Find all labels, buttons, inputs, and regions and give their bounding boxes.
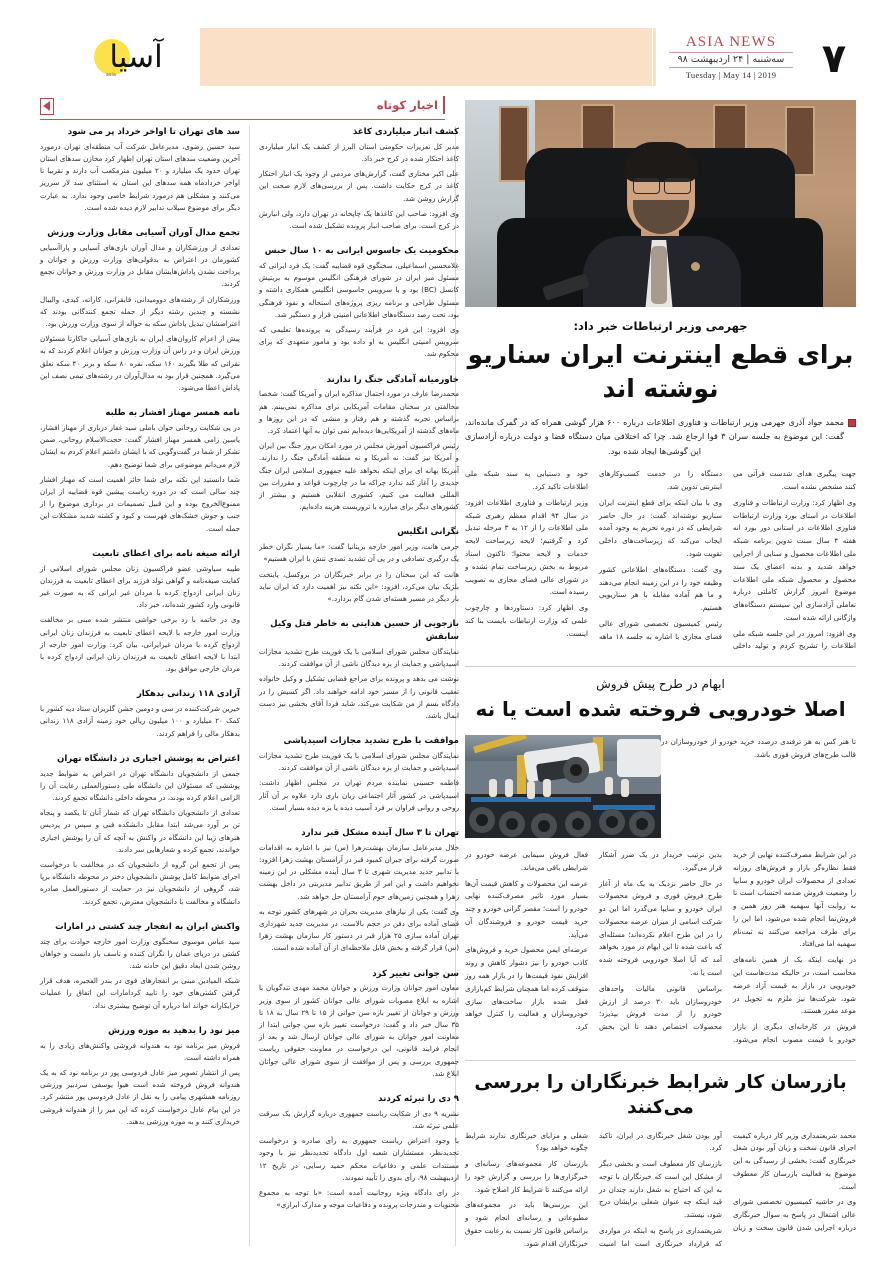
news-brief[interactable] [259,526,459,605]
news-brief-title: سن جوانی تغییر کرد [372,968,459,979]
photo-lapel-pin [691,262,700,271]
article-paragraph: عرضه‌ای ایمن محصول خرید و فروش‌های کاذب خودرو را نیز دشوار کاهش و روند افزایش نفوذ قیمت‌ها را در بازار همه روز متوقف کرده اما همچنان شرایط کم‌بازاری فعل شده بازار ساخت‌های سازی خودروسازان و فعالیت را کنترل خواهد کرد. [465,945,588,1032]
news-brief[interactable] [259,1093,459,1211]
date-english: Tuesday | May 14 | 2019 [685,70,777,81]
photo-tire [469,807,495,833]
article2-photo [465,735,661,838]
article-paragraph: بازرسان کار معطوف است و بخشی دیگر از مشکل این است که خبرنگاران با توجه به این که احتیاج به شغل دارند چندان در قید اینکه چه عنوان شغلی برایشان درج شود، نیستند. [599,1159,722,1220]
news-brief[interactable] [259,968,459,1080]
news-brief-paragraph: فاطمه حسینی نماینده مردم تهران در مجلس اظهار داشت: اسیدپاشی در کشور آثار اجتماعی زیان باری دارد علاوه بر آن آثار روحی و روانی فراوان بر فرد آسیب دیده یا بزه دیده بسیار است. [259,778,459,812]
photo-tire [563,757,589,783]
news-brief-paragraph: سید عباس موسوی سخنگوی وزارت امور خارجه حوادث برای چند کشتی در دریای عمان را نگران کننده و تاسف بار دانست و خواهان روشن شدن ابعاد دقیق این حادثه شد. [40,936,240,970]
brand-name: ASIA NEWS [685,33,777,50]
briefs-column-1 [40,126,240,1141]
photo-worker [543,779,551,797]
news-brief-paragraph: پس از انتشار تصویر میز عادل فردوسی پور در برنامه نود که به یک هندوانه فروش فروخته شده است هیوا یوسفی سردبیر ورزشی روزنامه همشهری پیامی را به نقل از عادل فردوسی پور منتشر کرد. در این پیام عادل درخواست کرده که این میز را از هندوانه فروشی خریداری کنند و به موزه ورزشی بدهند. [40,1068,240,1126]
article1-headline: برای قطع اینترنت ایران سناریو نوشته اند [467,340,854,403]
article-paragraph: در این شرایط مصرف‌کننده نهایی از خرید فقط نظاره‌گر بازار و فروش‌های روزانه تعدادی از محصولات ایران خودرو و سایپا را وضعیت فروش صدمه احتساب است تا به روایت آنها سهمیه هنر روز همین و فروش‌نما انجام شده می‌شود، اما این را برای طرف مراجعه می‌کنند به ثبت‌نام سهمیه اما می‌افتاد. [733,850,856,949]
photo-worker [527,781,535,799]
news-brief-title: نامه همسر مهناز افشار به طلبه [105,408,240,419]
news-brief-paragraph: ورزشکاران از رشته‌های دوومیدانی، قایقرانی، کاراته، کبدی، والیبال نشسته و چندین رشته دیگر از جمله تجمع کنندگانی بودند که اعتراضشان تبدیل پاداش سکه به حواله از سوی وزارت ورزش بود. [40,294,240,329]
news-brief-paragraph: نوشت می بدهد و پرونده برای مراجع قضایی تشکیل و وکیل خانواده تعقیب قانونی را از مسیر خود ادامه خواهند داد. اگر کسیش را در دادگاه بسم از من شکایت می‌کند، شاید فردا آقای بخشی نیز دست ابمال باشد. [259,674,459,720]
article-paragraph: وی با بیان اینکه برای قطع اینترنت ایران سناریو نوشته‌اند گفت: در حال حاضر شرایطی که در دوره تحریم به وجود آمده ایجاب می‌کند که زیرساخت‌های داخلی تقویت شود. [599,497,722,558]
news-brief-title: محکومیت یک جاسوس ایرانی به ۱۰ سال حبس [264,246,459,257]
photo-car-body [617,739,661,777]
news-brief[interactable] [40,548,240,676]
photo-worker [621,779,629,797]
bullet-square-icon [848,419,856,427]
photo-tire [565,811,591,837]
photo-tire [499,811,525,837]
photo-worker [489,779,497,797]
logo-subtext: asia [106,73,116,78]
article-paragraph: در حال حاضر نزدیک به یک ماه از آغاز طرح فروش فوری و فروش محصولات ایران خودرو و سایپا می‌گذرد اما این دو شرکت اسامی از میزان عرضه محصولات را در این طرح اعلام نکرده‌اند؛ مسئله‌ای که باعث شده تا این ایهام در مورد بخواهد آمد که آیا اصلا خودرویی فروخته شده است یا نه. [599,878,722,978]
article-paragraph: در نهایت اینکه یک از همین نامه‌های محاسب است، در حالیکه مدت‌هاست این خودرویی در بازار به قیمت آزاد عرضه شود، شرکت‌ها نیز ملزم به تحویل در موعد مقرر هستند. [733,955,856,1016]
news-brief[interactable] [259,245,459,360]
news-brief-paragraph: نمایندگان مجلس شورای اسلامی با یک فوریت طرح تشدید مجازات اسیدپاشی و حمایت از بزه دیدگان ناشی از آن موافقت کردند. [259,646,459,669]
photo-tire [599,809,625,835]
news-brief[interactable] [259,374,459,514]
news-brief-title: واکنش ایران به انفجار چند کشتی در امارات [55,921,240,932]
news-brief-paragraph: علی اکبر مختاری گفت، گزارش‌های مردمی از وجود یک انبار احتکار کاغذ در کرج حکایت داشت. پس از بررسی‌های لازم صحت این گزارش روشن شد. [259,169,459,203]
divider [669,67,793,68]
divider [465,666,856,667]
article3-body [465,1130,856,1251]
news-brief-paragraph: وی در خاتمه با رد برخی حواشی منتشر شده مبنی بر مخالفت وزارت امور خارجه با لایحه اعطای تابعیت به فرزندان زنان ایرانی ازدواج کرده با مردان غیرایرانی، بیان کرد: وزارت امور خارجه از ابتدا با لایحه اعطای تابعیت به فرزندان زنان ایرانی ازدواج کرده با مردان خارجی موافق بود. [40,615,240,674]
news-brief[interactable] [259,126,459,232]
news-brief-title: خاورمیانه آمادگی جنگ را ندارند [326,374,459,385]
article2-kicker: ابهام در طرح پیش فروش [596,677,725,692]
news-brief[interactable] [40,688,240,739]
news-brief-paragraph: طیبه سیاوشی عضو فراکسیون زنان مجلس شورای اسلامی از کفایت صیغه‌نامه و گواهی تولد فرزند برای اعطای تابعیت به فرزندان زنان ایرانی ازدواج کرده با مردان غیر ایرانی که به صورت غیر قانونی وارد کشور شده‌اند، خبر داد. [40,563,240,610]
article1-standfirst-text: محمد جواد آذری جهرمی وزیر ارتباطات و فناوری اطلاعات درباره ۶۰۰ هزار گوشی همراه که در گمرک مانده‌اند، گفت: این موضوع به جلسه سران ۳ قوا ارجاع شد. چرا که اختلافی میان دستگاه قضا و دولت درباره آزادسازی این گوشی‌ها ایجاد شده بود. [465,416,845,457]
article-paragraph: عرضه این محصولات و کاهش قیمت آن‌ها بسیار مورد تاثیر مصرف‌کننده نهایی خودرو را است؛ مقصر گرانی خودرو و چند خرید قیمت خودرو و فروشندگان آن می‌آید. [465,878,588,939]
news-brief-paragraph: هانت که این سخنان را در برابر خبرنگاران در بروکسل، پایتخت بلژیک بیان می‌کرد، افزود: «این نکته نیز اهمیت دارد که ایران نباید بار دیگر در مسیر هسته‌ای شدن گام بردارد.» [259,569,459,603]
news-brief-paragraph: غلامحسین اسماعیلی، سخنگوی قوه قضاییه گفت: یک فرد ایرانی که مسئول میز ایران در شورای فرهنگی انگلیس موسوم به بریتیش کانسل (BC) بود و با سرویس جاسوسی انگلیس همکاری داشته و مسئول طراحی و برنامه ریزی پروژه‌های استحاله و نفوذ فرهنگی بود، تحت رصد دستگاه‌های اطلاعاتی امنیتی قرار و دستگیر شد. [259,261,459,319]
article-paragraph: محمد شریعتمداری وزیر کار درباره کیفیت اجرای قانون سخت و زیان آور بودن شغل خبرنگاری گفت: بخشی از رسیدگی به این موضوع به فعالیت بازرسان کار معطوف است. [733,1130,856,1191]
news-brief-title: بازجویی از حسین هدایتی به خاطر قتل وکیل سابقش [270,619,459,643]
news-brief-paragraph: در پی شکایت روحانی جوان باملی سید غفار درباری از مهناز افشار، یاسین زامی همسر مهناز افشار گفت: حجت‌الاسلام روحانی، ضمن تشکر از شما در گفت‌وگویی که با ایشان داشتم اعلام کردم به ایشان لازم می‌دانم موضوعی برای شما توضیح دهم. [40,423,240,469]
news-brief-paragraph: وی افزود: صاحب این کاغذها یک چاپخانه در تهران دارد، ولی انبارش در کرج است. برای صاحب انبار پرونده تشکیل شده است. [259,208,459,231]
news-brief-paragraph: جمعی از دانشجویان دانشگاه تهران در اعتراض به ضوابط جدید پوششی که مسئولان این دانشگاه طی دستورالعملی رعایت آن را الزامی اعلام کرده بودند، در محوطه داخلی دانشگاه تجمع کردند. [40,768,240,803]
masthead-datebox [653,28,806,86]
page-number: ۷ [821,36,847,82]
news-brief-paragraph: شما دانستید این نکته برای شما حائز اهمیت است که مهناز افشار چند سالی است که در دوره رباست پیشین قوه قضاییه از ایران ممنوع‌الخروج بوده و این قبیل تصمیمات در بردازی موضوع را از جنب و جوش خشک‌های فهرست و کبود و کشته شدید مشکلات این جمله است. [40,474,240,533]
photo-subject-hair [624,142,698,182]
news-brief-title: اعتراض به پوشش اجباری در دانشگاه تهران [57,753,240,764]
column-divider [249,126,250,1246]
asia-logo [80,27,192,87]
photo-tire [629,811,655,837]
article-paragraph: وزیر ارتباطات و فناوری اطلاعات افزود: در سال ۹۴ اقدام معظم رهبری شبکه ملی اطلاعات را از ۱۲ به ۳ مرحله تبدیل کرد و گرفتیم؛ لایحه زیرساخت لایحه خدمات و لایحه محتوا؛ تاکنون اسناد مربوط به بخش زیرساخت تمام نشده و در شورای عالی فضای مجازی به تصویب رسیده است. [465,497,588,597]
news-brief-paragraph: نشریه ۹ دی از شکایت ریاست جمهوری درباره گزارش یک سرقت علمی تبرئه شد. [259,1108,459,1130]
article-paragraph: وی اظهار کرد: دستاوردها و چارچوب علمی که وزارت ارتباطات بایست بنا کند اینست. [465,603,588,638]
news-brief-paragraph: فروش میز برنامه نود به هندوانه فروشی واکنش‌های زیادی را به همراه داشته است. [40,1040,240,1062]
news-brief-paragraph: جرمی هانت، وزیر امور خارجه بریتانیا گفت: «ما بسیار نگران خطر یک درگیری تصادفی و در پی آن تشدید تصدی تنش با ایران هستیم» [259,542,459,564]
news-brief-paragraph: وی افزود: این فرد در فرآیند رسیدگی به پرونده‌ها تعلیمی که سرویس امنیتی انگلیس به او داده بود و مامور متعهدی که برای محکوم شد. [259,325,459,359]
news-brief-paragraph: تعدادی از دانشجویان دانشگاه تهران که شمار آنان تا یکصد و پنجاه تن بر آورد می‌شد ابتدا مقابل دانشکده فنی و سپس در پردیس هنرهای زیبا این دانشگاه در واکنش به آنچه که آن را پوشش اجباری خواندند، تجمع کرده و شعارهایی سر دادند. [40,808,240,854]
article-paragraph: جهت پیگیری هدای شدست فرآتی می کنند مشخص نشده است. [733,469,856,492]
photo-subject-glasses [633,178,660,194]
article3-headline: بازرسان کار شرابط خبرنگاران را بررسی می‌کنند [474,1071,847,1118]
news-brief-paragraph: خلال مدیرعامل سازمان بهشت‌زهرا (س) نیز با اشاره به اقدامات صورت گرفته برای جبران کمبود قبر در آرامستان بهشت زهرا افزود: با تدابیر جدید مدیریت شهری تا ۳ سال آینده مشکلی در این زمینه نخواهیم داشت و این امر از طریق تدابیر مدیریتی در داخل بهشت زهرا و همچنین زمین‌های حوم آرامستان حل خواهد شد. [259,842,459,901]
news-brief-paragraph: معاون امور جوانان وزارت ورزش و جوانان محمد مهدی تندگویان با اشاره به ابلاغ مصوبات شورای عالی جوانان کشور از سوی وزیر ورزش و جوانان از تغییر بازه سن جوانی از ۱۵ تا ۲۹ سال به ۱۸ تا ۳۵ سال خبر داد و گفت: درخواست تغییر بازه سن جوانی ابتدا از معاونت امور جوانان به شورای عالی جوانان ارسال شد و بعد از انجام فرایند قانونی، این درخواست در معاونت حقوقی ریاست جمهوری بررسی و پس از موافقت از سوی شورای عالی جوانان ابلاغ شد. [259,983,459,1078]
play-triangle-icon [40,98,54,115]
news-brief[interactable] [259,827,459,955]
news-brief-title: سد های تهران تا اواخر خرداد پر می شود [67,127,240,137]
news-brief[interactable] [40,126,240,214]
news-brief[interactable] [259,618,459,722]
article-paragraph: بازرسان کار مجموعه‌های رسانه‌ای و خبرگزاری‌ها را بررسی و گزارش خود را ارائه می‌کنند تا شرایط کار اصلاح شود. [465,1159,588,1194]
photo-subject-collar [651,246,667,304]
news-brief-paragraph: وی گفت: یکی از نیازهای مدیریت بحران در شهرهای کشور توجه به فضای آماده برای دفن در حجم بالاست. در مدیریت جدید شهرداری تهران آماده سازی ۲۵ هزار قبر در دستور کار سازمان بهشت زهرا (س) قرار گرفته و بخش قابل ملاحظه‌ای از آن آماده شده است. [259,906,459,953]
news-brief-paragraph: پس از تجمع این گروه از دانشجویان که در مخالفت با درخواست اجرای ضوابط کامل پوشش دانشجویان دختر در محوطه دانشگاه برپا شد، گروهی از دانشجویان نیز در حمایت از دستورالعمل صادره دانشگاه و مخالفت با دانشجویان معترض، تجمع کردند. [40,859,240,906]
news-brief-paragraph: خیرین شرکت‌کننده در سی و دومین جشن گلریزان ستاد دیه کشور با کمک ۲۰ میلیارد و ۱۰۰ میلیون ریالی خود زمینه آزادی ۱۱۸ زندانی بدهکار مالی را فراهم کردند. [40,704,240,738]
photo-worker [605,777,613,795]
date-persian: سه‌شنبه | ۲۴ اردیبهشت ۹۸ [677,54,785,66]
news-brief[interactable] [259,735,459,814]
news-brief[interactable] [40,407,240,535]
article-paragraph: این بررسی‌ها باید در مجموعه‌های مطبوعاتی و رسانه‌ای انجام شود و براساس قانون کار نسبت به رعایت حقوق خبرنگاران اقدام شود. [465,1200,588,1248]
news-brief-paragraph: پیش از اعزام کاروان‌های ایران به بازی‌های آسیایی جاکارتا مسئولان ورزش ایران و در راس آن وزارت ورزش و جوانان اعلام کردند که به نفراتی که طلا بگیرند ۱۶۰ سکه، نفره ۸۰ سکه و برنز ۴۰ سکه تعلق می‌گیرد. همچنین قرار بود به مدال‌آوران در رشته‌های تیمی نصف این پاداش اعطا می‌شود. [40,334,241,392]
news-brief-paragraph: مدیر کل تعزیرات حکومتی استان البرز از کشف یک انبار میلیاردی کاغذ احتکار شده در کرج خبر داد. [259,141,459,164]
news-brief-title: نگرانی انگلیس [397,527,459,538]
news-brief-paragraph: نمایندگان مجلس شورای اسلامی با یک فوریت طرح تشدید مجازات اسیدپاشی و حمایت از بزه دیدگان ناشی از آن موافقت کردند. [259,750,459,773]
news-brief-paragraph: سید حسین رضوی، مدیرعامل شرکت آب منطقه‌ای تهران درمورد آخرین وضعیت سدهای استان تهران اظهار کرد مخازن سدهای استان تهران حدود یک میلیارد و ۲۰ میلیون مترمکعب آب دارند و تقریبا تا اواخر خردادماه همه سدهای این استان به استثنای سد لار سرریز می‌کنند و مشکلی هم درمورد شرایط خاصی وجود ندارد. به عبارت دیگر برای موضوع سیلاب تدابیر لازم دیده شده است. [40,141,241,212]
photo-subject-glasses [664,178,691,194]
section-title: اخبار کوتاه [377,96,445,114]
article2-headline: اصلا خودرویی فروخته شده است یا نه [475,697,846,722]
article1-kicker: جهرمی وزیر ارتباطات خبر داد: [573,319,748,333]
news-brief-title: موافقت با طرح تشدید مجازات اسیدپاشی [283,736,459,747]
article-paragraph: وی افزود: امروز در این جلسه شبکه ملی اطلاعات را تشریح کردم و تولید داخلی دستگاه را در خدمت کسب‌وکارهای اینترنتی تدوین شد. [599,469,856,651]
news-brief-paragraph: شبکه المیادین مبنی بر انفجارهای قوی در بندر الفجیره، هدف قرار گرفتن کشتی‌های خود را تایید کردامارات این اتفاق را عملیات خرابکارانه خواند اما درباره آن توضیح بیشتری نداد. [40,976,240,1010]
briefs-column-2 [259,126,459,1224]
article1-body [465,468,856,653]
news-brief-paragraph: محمدرضا عارف در مورد احتمال مذاکره ایران و آمریکا گفت: شخصا مخالفتی در سخنان مقامات آمریکایی برای مذاکره نمی‌بینم. هم براساس تجربه گذشته و هم رفتار و منشی که در این روزها و ماه‌های گذشته از آمریکایی‌ها دیده‌ایم نمی توان به آنها اعتماد کرد. [259,389,459,436]
divider [465,1060,856,1061]
news-brief-title: کشف انبار میلیاردی کاغذ [352,127,459,137]
article-paragraph: وی اظهار کرد: وزارت ارتباطات و فناوری اطلاعات در استای بورد وزارت ارتباطات فناوری اطلاعات در استانی دور بورد انه هفته ۴ سال سنت تدوین برنامه شبکه ملی اطلاعات محصول و سنایی از اجرایی خواهد شدید و بدنه اعضای یک سند محصول و محصول شبکه ملی اطلاعات موضوع امروز گزارش کاملتی درباره تعاملی آزادسازی این سیستم دستگاه‌های واژگانی ارائه شده است. [733,497,857,622]
main-articles [465,100,856,1250]
article1-photo [465,100,856,307]
article-paragraph: شریعتمداری در پاسخ به اینکه در مواردی که قرارداد خبرنگاری است اما امنیت شغلی و مزایای خبرنگاری ندارند شرایط چگونه خواهد بود؟ [465,1130,722,1248]
article1-standfirst [465,415,856,460]
article-paragraph: وی در حاشیه کمیسیون تخصصی شورای عالی اشتغال در پاسخ به سوال خبرنگاری درباره اجرایی شدن قانون سخت و زیان آور بودن شغل خبرنگاری در ایران، تاکید کرد. [599,1130,856,1232]
news-brief-title: ۹ دی را تبرئه کردند [378,1093,459,1104]
masthead [40,28,856,90]
news-brief-title: میز نود را بدهید به موزه ورزش [108,1025,240,1036]
article-paragraph: رئیس کمیسیون تخصصی شورای عالی فضای مجازی با اشاره به جلسه ۱۸ ماهه خود و دستیابی به سند شبکه ملی اطلاعات تاکید کرد. [465,469,722,641]
news-brief[interactable] [40,1025,240,1128]
article-paragraph: فروش در کارخانه‌ای دیگری از بازار خودرو با قیمت مصوب انجام می‌شود. بدین ترتیب خریدار در یک ضرر آشکار قرار می‌گیرد. [599,850,856,1044]
news-brief-title: ارائه صیغه نامه برای اعطای تابعیت [92,548,240,559]
article2-body [465,849,856,1046]
news-brief-paragraph: رئیس فراکسیون آموزش مجلس در مورد امکان بروز جنگ بین ایران و آمریکا نیز گفت: نه آمریکا و نه منطقه آمادگی جنگ را ندارند. آمریکا بهانه ای برای اینکه بخواهد علیه جمهوری اسلامی ایران جنگ جدیدی را آغاز کند ندارد چراکه ما در چارچوب قواعد و مقررات بین المللی فعالیت می کنیم، کشوری انقلابی هستیم و بیشتر از کشورهای دیگر برای مبارزه با تروریست هزینه داده‌ایم. [259,441,459,512]
photo-worker [505,779,513,797]
masthead-band [200,28,652,86]
news-brief[interactable] [40,227,240,394]
article-paragraph: براساس قانونی مالیات واحدهای خودروسازان باید ۳۰ درصد از ارزش خودرو را از مدت فروش بپذیرد؛ محصولات احتصاص دهند تا این بخش فعال فروش سیمایی عرضه خودرو در شرایطی باقی می‌ماند. [465,850,722,1032]
section-bar [40,97,445,120]
news-brief[interactable] [40,753,240,908]
article-paragraph: وی گفت: دستگاه‌های اطلاعاتی کشور وظیفه خود را در این زمینه انجام می‌دهند و ما هم آماده مقابله با هر سناریویی هستیم. [599,564,722,613]
news-brief-paragraph: با وجود اعتراض ریاست جمهوری به رأی صادره و درخواست تجدیدنظر، مستشاران شعبه اول دادگاه تجدیدنظر نیز با وجود مستندات علمی و دفاعیات محکم حمید رسایی، در تاریخ ۱۲ اردیبهشت ۹۸، رأی بدوی را تأیید نمودند. [259,1136,459,1182]
photo-tire [531,813,557,838]
news-brief-paragraph: در رای دادگاه ویژه روحانیت آمده است: «با توجه به مجموع محتویات و مندرجات پرونده و دفاعیات موجه و مدارک ابرازی» [259,1187,459,1210]
news-brief-title: تجمع مدال آوران آسیایی مقابل وزارت ورزش [47,228,240,239]
divider [669,52,793,53]
news-brief-title: آزادی ۱۱۸ زندانی بدهکار [136,689,240,700]
news-brief[interactable] [40,921,240,1012]
logo-wordmark: آسیا [109,38,163,75]
article2-intro: تا هنر کس به هر ترفندی درصدد خرید خودرو از خودروسازان در قالب طرح‌های فروش فوری باشد. [661,737,856,760]
photo-conveyor-rail [593,805,655,810]
news-brief-paragraph: تعدادی از ورزشکاران و مدال آوران بازی‌های آسیایی و پاراآسیایی کشورمان در اعتراض به بدقولی‌های وزارت ورزش و جوانان و پرداخت نشدن پاداش‌هایشان مقابل در وزارت ورزش و جوانان تجمع کردند. [40,242,240,289]
news-brief-title: تهران تا ۳ سال آینده مشکل قبر ندارد [301,827,459,838]
